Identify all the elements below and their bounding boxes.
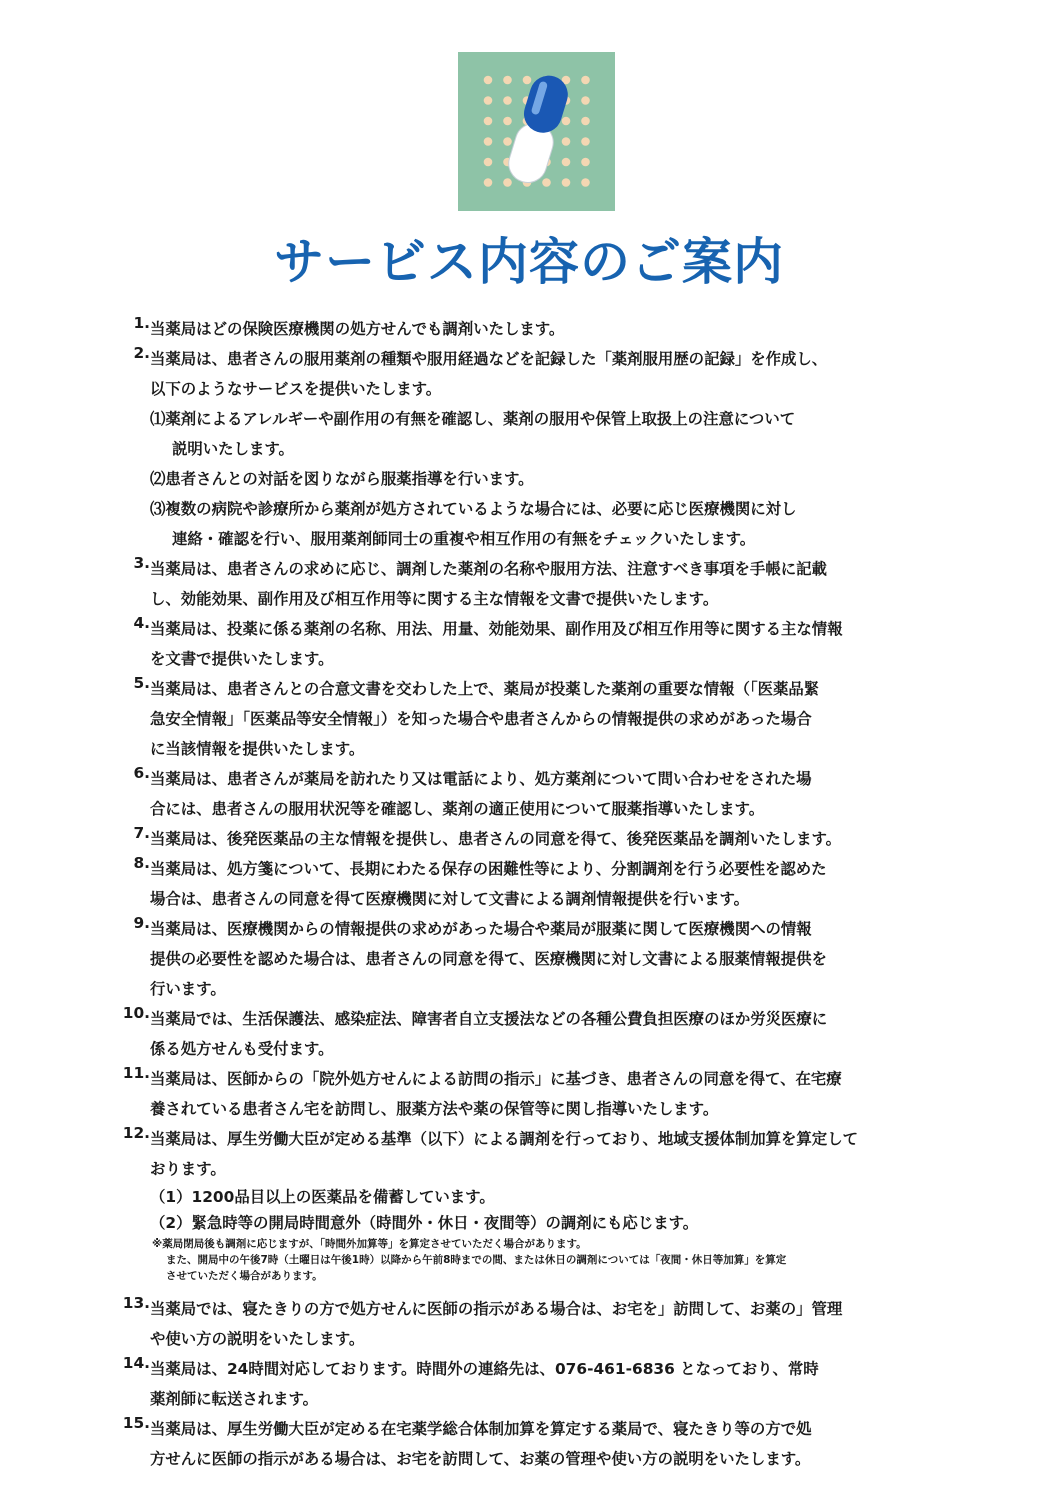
- item-text: し、効能効果、副作用及び相互作用等に関する主な情報を文書で提供いたします。: [150, 590, 719, 608]
- item-text: 場合は、患者さんの同意を得て医療機関に対して文書による調剤情報提供を行います。: [150, 890, 750, 908]
- item-text: 当薬局は、患者さんの服用薬剤の種類や服用経過などを記録した「薬剤服用歴の記録」を作成し、: [150, 350, 828, 368]
- item-text: 当薬局は、24時間対応しております。時間外の連絡先は、076-461-6836 となっており、常時: [150, 1360, 819, 1378]
- item-text: 当薬局では、生活保護法、感染症法、障害者自立支援法などの各種公費負担医療のほか労災医療に: [150, 1010, 828, 1028]
- item-text: 当薬局は、後発医薬品の主な情報を提供し、患者さんの同意を得て、後発医薬品を調剤いたします。: [150, 830, 842, 848]
- item-text: 当薬局は、厚生労働大臣が定める基準（以下）による調剤を行っており、地域支援体制加算を算定して: [150, 1130, 858, 1148]
- item-text: [150, 314, 948, 344]
- list-item: [112, 824, 948, 854]
- list-item: [112, 1354, 948, 1384]
- item-text: 合には、患者さんの服用状況等を確認し、薬剤の適正使用について服薬指導いたします。: [150, 800, 765, 818]
- logo-dot: [484, 96, 493, 105]
- item-text: 当薬局は、処方箋について、長期にわたる保存の困難性等により、分割調剤を行う必要性を認めた: [150, 860, 827, 878]
- list-item: [112, 1064, 948, 1094]
- item-text: 係る処方せんも受付ます。: [150, 1040, 334, 1058]
- list-item: [112, 914, 948, 944]
- list-item: [112, 764, 948, 794]
- item-number: 12.: [122, 1124, 150, 1142]
- item-number: 6.: [133, 764, 150, 782]
- list-item: [112, 1294, 948, 1324]
- item-text: 薬剤師に転送されます。: [150, 1390, 319, 1408]
- logo-dot: [523, 76, 532, 85]
- item-text: [150, 1294, 948, 1324]
- item-number: 3.: [133, 554, 150, 572]
- item-number: 14.: [122, 1354, 150, 1372]
- item-text: 提供の必要性を認めた場合は、患者さんの同意を得て、医療機関に対し文書による服薬情報提供を: [150, 950, 827, 968]
- item-text: 養されている患者さん宅を訪問し、服薬方法や薬の保管等に関し指導いたします。: [150, 1100, 719, 1118]
- item-text: 当薬局は、患者さんとの合意文書を交わした上で、薬局が投薬した薬剤の重要な情報（「医薬品緊: [150, 680, 820, 698]
- logo-dot: [581, 76, 590, 85]
- item-text: [150, 344, 948, 374]
- item-text: 連絡・確認を行い、服用薬剤師同士の重複や相互作用の有無をチェックいたします。: [172, 530, 756, 548]
- item-text: 説明いたします。: [172, 440, 294, 458]
- logo-dot: [581, 117, 590, 126]
- item-text: 当薬局は、患者さんが薬局を訪れたり又は電話により、処方薬剤について問い合わせをされた場: [150, 770, 812, 788]
- sub-item: ⑴薬剤によるアレルギーや副作用の有無を確認し、薬剤の服用や保管上取扱上の注意について: [150, 410, 796, 428]
- page-title: サービス内容のご案内: [274, 233, 784, 291]
- logo-dot: [581, 96, 590, 105]
- item-number: 10.: [122, 1004, 150, 1022]
- item-text: 当薬局は、患者さんの求めに応じ、調剤した薬剤の名称や服用方法、注意すべき事項を手帳に記載: [150, 560, 827, 578]
- service-list: [112, 314, 948, 1474]
- logo-dot: [562, 117, 571, 126]
- item-number: 5.: [133, 674, 150, 692]
- item-text: 当薬局は、医療機関からの情報提供の求めがあった場合や薬局が服薬に関して医療機関への情報: [150, 920, 812, 938]
- logo-dot: [484, 137, 493, 146]
- item-text: 急安全情報」「医薬品等安全情報」）を知った場合や患者さんからの情報提供の求めがあった場合: [150, 710, 812, 728]
- item-text: 行います。: [150, 980, 226, 998]
- item-text: 当薬局では、寝たきりの方で処方せんに医師の指示がある場合は、お宅を」訪問して、お薬の」管理: [150, 1300, 843, 1318]
- item-text: [150, 914, 948, 944]
- sub-item: ⑵患者さんとの対話を図りながら服薬指導を行います。: [150, 470, 534, 488]
- item-number: 1.: [133, 314, 150, 332]
- sub-item: （2）緊急時等の開局時間意外（時間外・休日・夜間等）の調剤にも応じます。: [150, 1214, 699, 1232]
- logo-dot: [581, 178, 590, 187]
- logo-dot: [484, 76, 493, 85]
- item-text: [150, 824, 948, 854]
- item-text: 方せんに医師の指示がある場合は、お宅を訪問して、お薬の管理や使い方の説明をいたします。: [150, 1450, 811, 1468]
- capsule-icon: [458, 52, 615, 211]
- logo-dot: [503, 137, 512, 146]
- item-number: 13.: [122, 1294, 150, 1312]
- list-item: [112, 314, 948, 344]
- item-text: [150, 1414, 948, 1444]
- item-text: [150, 614, 948, 644]
- sub-item: ⑶複数の病院や診療所から薬剤が処方されているような場合には、必要に応じ医療機関に対し: [150, 500, 797, 518]
- item-text: おります。: [150, 1160, 226, 1178]
- list-item: [112, 1414, 948, 1444]
- item-text: を文書で提供いたします。: [150, 650, 334, 668]
- item-text: [150, 1124, 948, 1154]
- list-item: [112, 554, 948, 584]
- item-number: 11.: [122, 1064, 150, 1082]
- item-text: [150, 554, 948, 584]
- logo-dot: [484, 158, 493, 167]
- logo-dot: [562, 178, 571, 187]
- item-text: 当薬局は、医師からの「院外処方せんによる訪問の指示」に基づき、患者さんの同意を得て、在宅療: [150, 1070, 842, 1088]
- item-text: に当該情報を提供いたします。: [150, 740, 365, 758]
- item-number: 8.: [133, 854, 150, 872]
- list-item: [112, 614, 948, 644]
- logo-dot: [562, 158, 571, 167]
- item-text: 当薬局は、投薬に係る薬剤の名称、用法、用量、効能効果、副作用及び相互作用等に関する主な情報: [150, 620, 843, 638]
- logo-dot: [562, 137, 571, 146]
- footnote: また、開局中の午後7時（土曜日は午後1時）以降から午前8時までの間、または休日の調剤については「夜間・休日等加算」を算定: [166, 1254, 787, 1266]
- item-number: 15.: [122, 1414, 150, 1432]
- list-item: [112, 1124, 948, 1154]
- item-text: [150, 674, 948, 704]
- sub-item: （1）1200品目以上の医薬品を備蓄しています。: [150, 1188, 495, 1206]
- logo-dot: [581, 158, 590, 167]
- item-text: や使い方の説明をいたします。: [150, 1330, 365, 1348]
- list-item: [112, 1004, 948, 1034]
- logo-dot: [503, 76, 512, 85]
- item-text: [150, 1004, 948, 1034]
- item-text: 以下のようなサービスを提供いたします。: [150, 380, 442, 398]
- item-number: 7.: [133, 824, 150, 842]
- logo-dot: [581, 137, 590, 146]
- list-item: [112, 344, 948, 374]
- logo-dot: [484, 178, 493, 187]
- list-item: [112, 674, 948, 704]
- item-text: [150, 1064, 948, 1094]
- item-number: 4.: [133, 614, 150, 632]
- logo-dot: [503, 117, 512, 126]
- item-number: 2.: [133, 344, 150, 362]
- capsule-logo: [458, 52, 615, 211]
- item-text: [150, 854, 948, 884]
- item-text: [150, 1354, 948, 1384]
- logo-dot: [484, 117, 493, 126]
- logo-dot: [503, 96, 512, 105]
- logo-dot: [542, 178, 551, 187]
- item-text: 当薬局はどの保険医療機関の処方せんでも調剤いたします。: [150, 320, 565, 338]
- footnote: ※薬局閉局後も調剤に応じますが、「時間外加算等」を算定させていただく場合があります。: [152, 1238, 587, 1250]
- logo-dot: [503, 178, 512, 187]
- item-text: 当薬局は、厚生労働大臣が定める在宅薬学総合体制加算を算定する薬局で、寝たきり等の方で処: [150, 1420, 812, 1438]
- item-text: [150, 764, 948, 794]
- list-item: [112, 854, 948, 884]
- item-number: 9.: [133, 914, 150, 932]
- footnote: させていただく場合があります。: [166, 1270, 323, 1282]
